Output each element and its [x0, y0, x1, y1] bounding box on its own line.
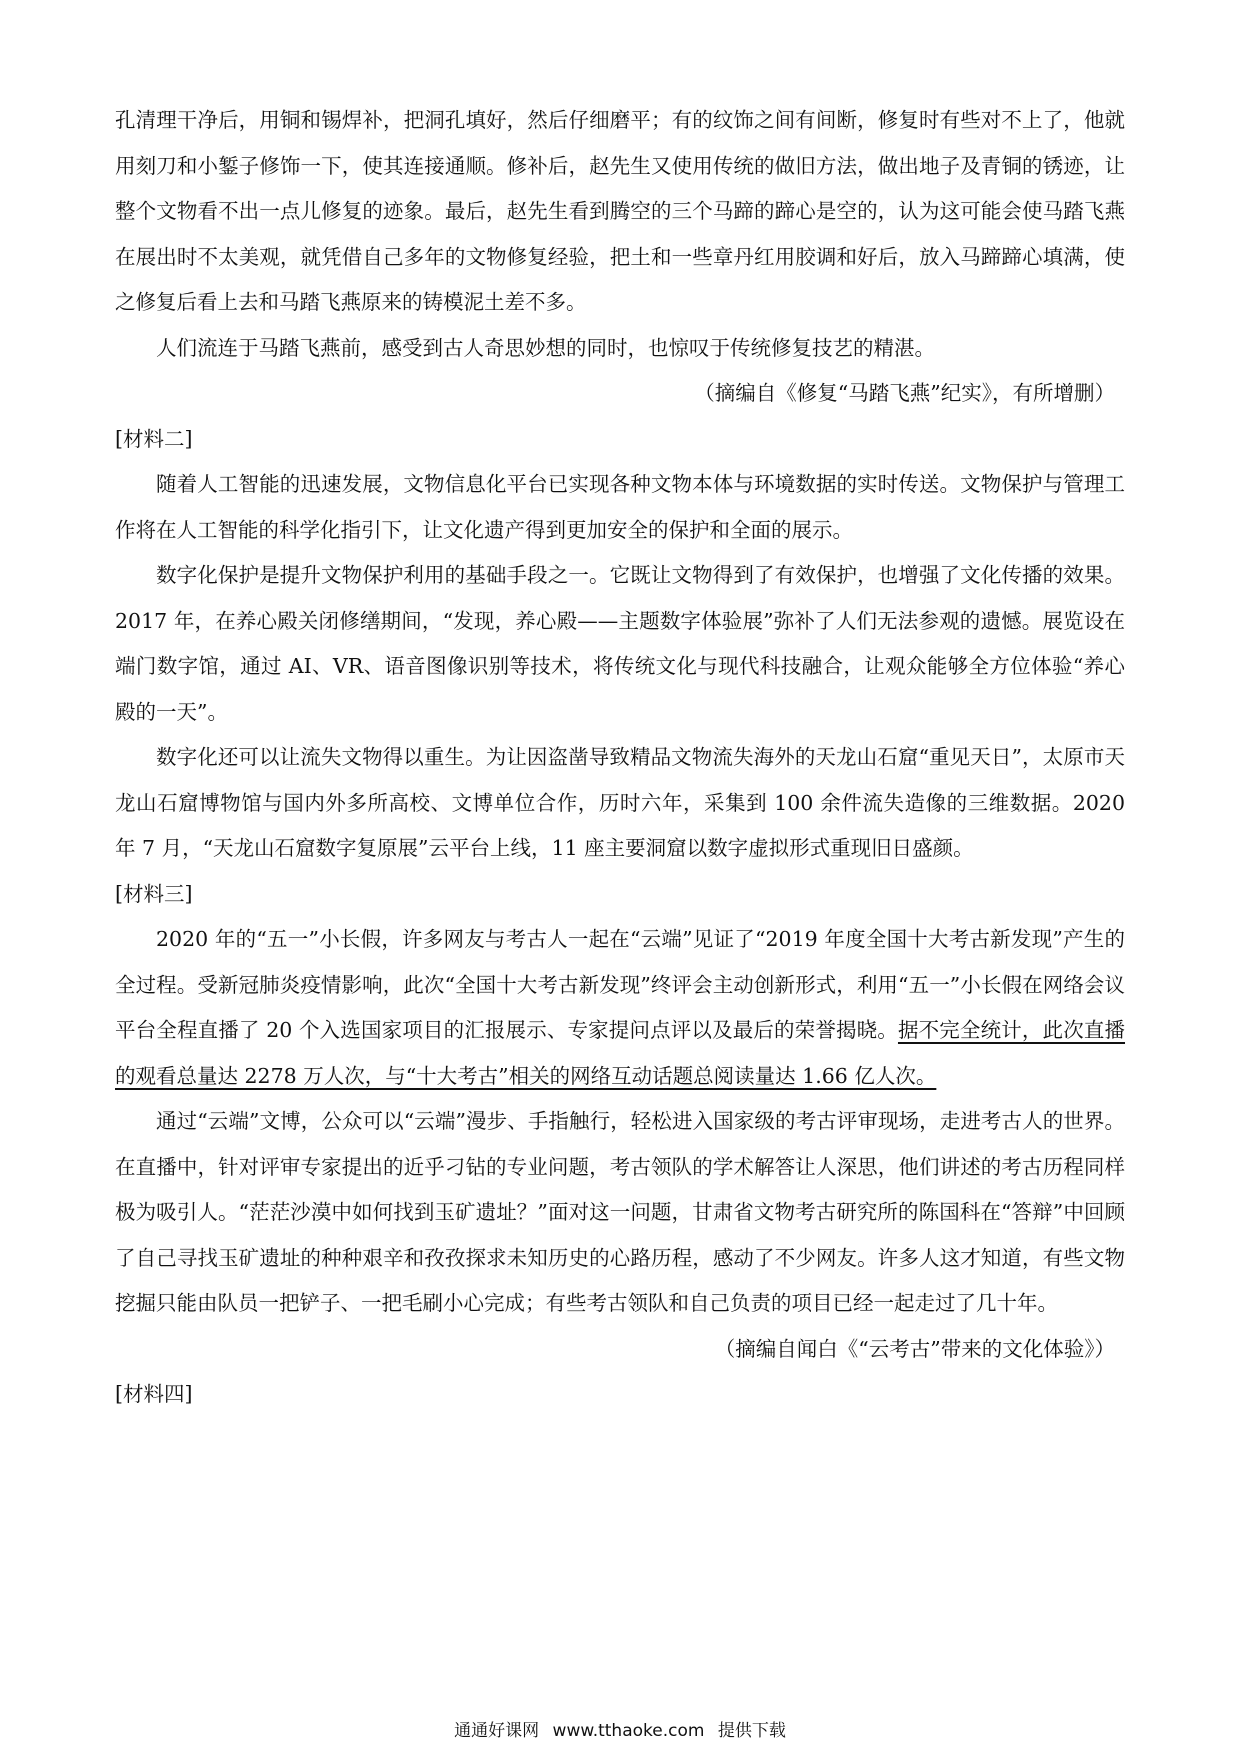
material3-paragraph-2: 通过“云端”文博，公众可以“云端”漫步、手指触行，轻松进入国家级的考古评审现场，走进考古人的世界。在直播中，针对评审专家提出的近乎刁钻的专业问题，考古领队的学术解答让人深思，他们讲述的考古历程同样极为吸引人。“茫茫沙漠中如何找到玉矿遗址？”面对这一问题，甘肃省文物考古研究所的陈国科在“答辩”中回顾了自己寻找玉矿遗址的种种艰辛和孜孜探求未知历史的心路历程，感动了不少网友。许多人这才知道，有些文物挖掘只能由队员一把铲子、一把毛刷小心完成；有些考古领队和自己负责的项目已经一起走过了几十年。: [115, 1109, 1125, 1315]
material3-heading: [材料三]: [115, 881, 193, 906]
material2-paragraph-1: 随着人工智能的迅速发展，文物信息化平台已实现各种文物本体与环境数据的实时传送。文物保护与管理工作将在人工智能的科学化指引下，让文化遗产得到更加安全的保护和全面的展示。: [115, 472, 1125, 542]
material2-paragraph-2: 数字化保护是提升文物保护利用的基础手段之一。它既让文物得到了有效保护，也增强了文化传播的效果。2017 年，在养心殿关闭修缮期间，“发现，养心殿——主题数字体验展”弥补了人们无法参观的遗憾。展览设在端门数字馆，通过 AI、VR、语音图像识别等技术，将传统文化与现代科技融合，让观众能够全方位体验“养心殿的一天”。: [115, 563, 1125, 724]
material3-paragraph-1-text: 2020 年的“五一”小长假，许多网友与考古人一起在“云端”见证了“2019 年度全国十大考古新发现”产生的全过程。受新冠肺炎疫情影响，此次“全国十大考古新发现”终评会主动创新形式，利用“五一”小长假在网络会议平台全程直播了 20 个入选国家项目的汇报展示、专家提问点评以及最后的荣誉揭晓。: [115, 927, 1125, 1042]
material3-paragraph-1: [115, 917, 1125, 1099]
material4-heading: [材料四]: [115, 1382, 193, 1406]
material2-paragraph-3: 数字化还可以让流失文物得以重生。为让因盗凿导致精品文物流失海外的天龙山石窟“重见天日”，太原市天龙山石窟博物馆与国内外多所高校、文博单位合作，历时六年，采集到 100 余件流失造像的三维数据。2020 年 7 月，“天龙山石窟数字复原展”云平台上线，11 座主要洞窟以数字虚拟形式重现旧日盛颜。: [115, 745, 1125, 860]
document-body: [115, 98, 1125, 1418]
material1-continued-paragraph: 孔清理干净后，用铜和锡焊补，把洞孔填好，然后仔细磨平；有的纹饰之间有间断，修复时有些对不上了，他就用刻刀和小錾子修饰一下，使其连接通顺。修补后，赵先生又使用传统的做旧方法，做出地子及青铜的锈迹，让整个文物看不出一点儿修复的迹象。最后，赵先生看到腾空的三个马蹄的蹄心是空的，认为这可能会使马踏飞燕在展出时不太美观，就凭借自己多年的文物修复经验，把土和一些章丹红用胶调和好后，放入马蹄蹄心填满，使之修复后看上去和马踏飞燕原来的铸模泥土差不多。: [115, 108, 1125, 314]
footer-note: 提供下载: [717, 1721, 786, 1741]
footer-site-name: 通通好课网: [454, 1721, 540, 1741]
underlined-statistic: 据不完全统计，此次直播的观看总量达 2278 万人次，与“十大考古”相关的网络互动话题总阅读量达 1.66 亿人次。: [115, 1018, 1126, 1088]
material1-source: （摘编自《修复“马踏飞燕”纪实》，有所增删）: [694, 381, 1115, 405]
footer-url[interactable]: www.tthaoke.com: [552, 1721, 705, 1741]
page-footer: [0, 1716, 1240, 1741]
material1-paragraph: 人们流连于马踏飞燕前，感受到古人奇思妙想的同时，也惊叹于传统修复技艺的精湛。: [156, 335, 935, 360]
material3-source: （摘编自闻白《“云考古”带来的文化体验》）: [714, 1336, 1115, 1361]
material2-heading: [材料二]: [115, 426, 193, 451]
